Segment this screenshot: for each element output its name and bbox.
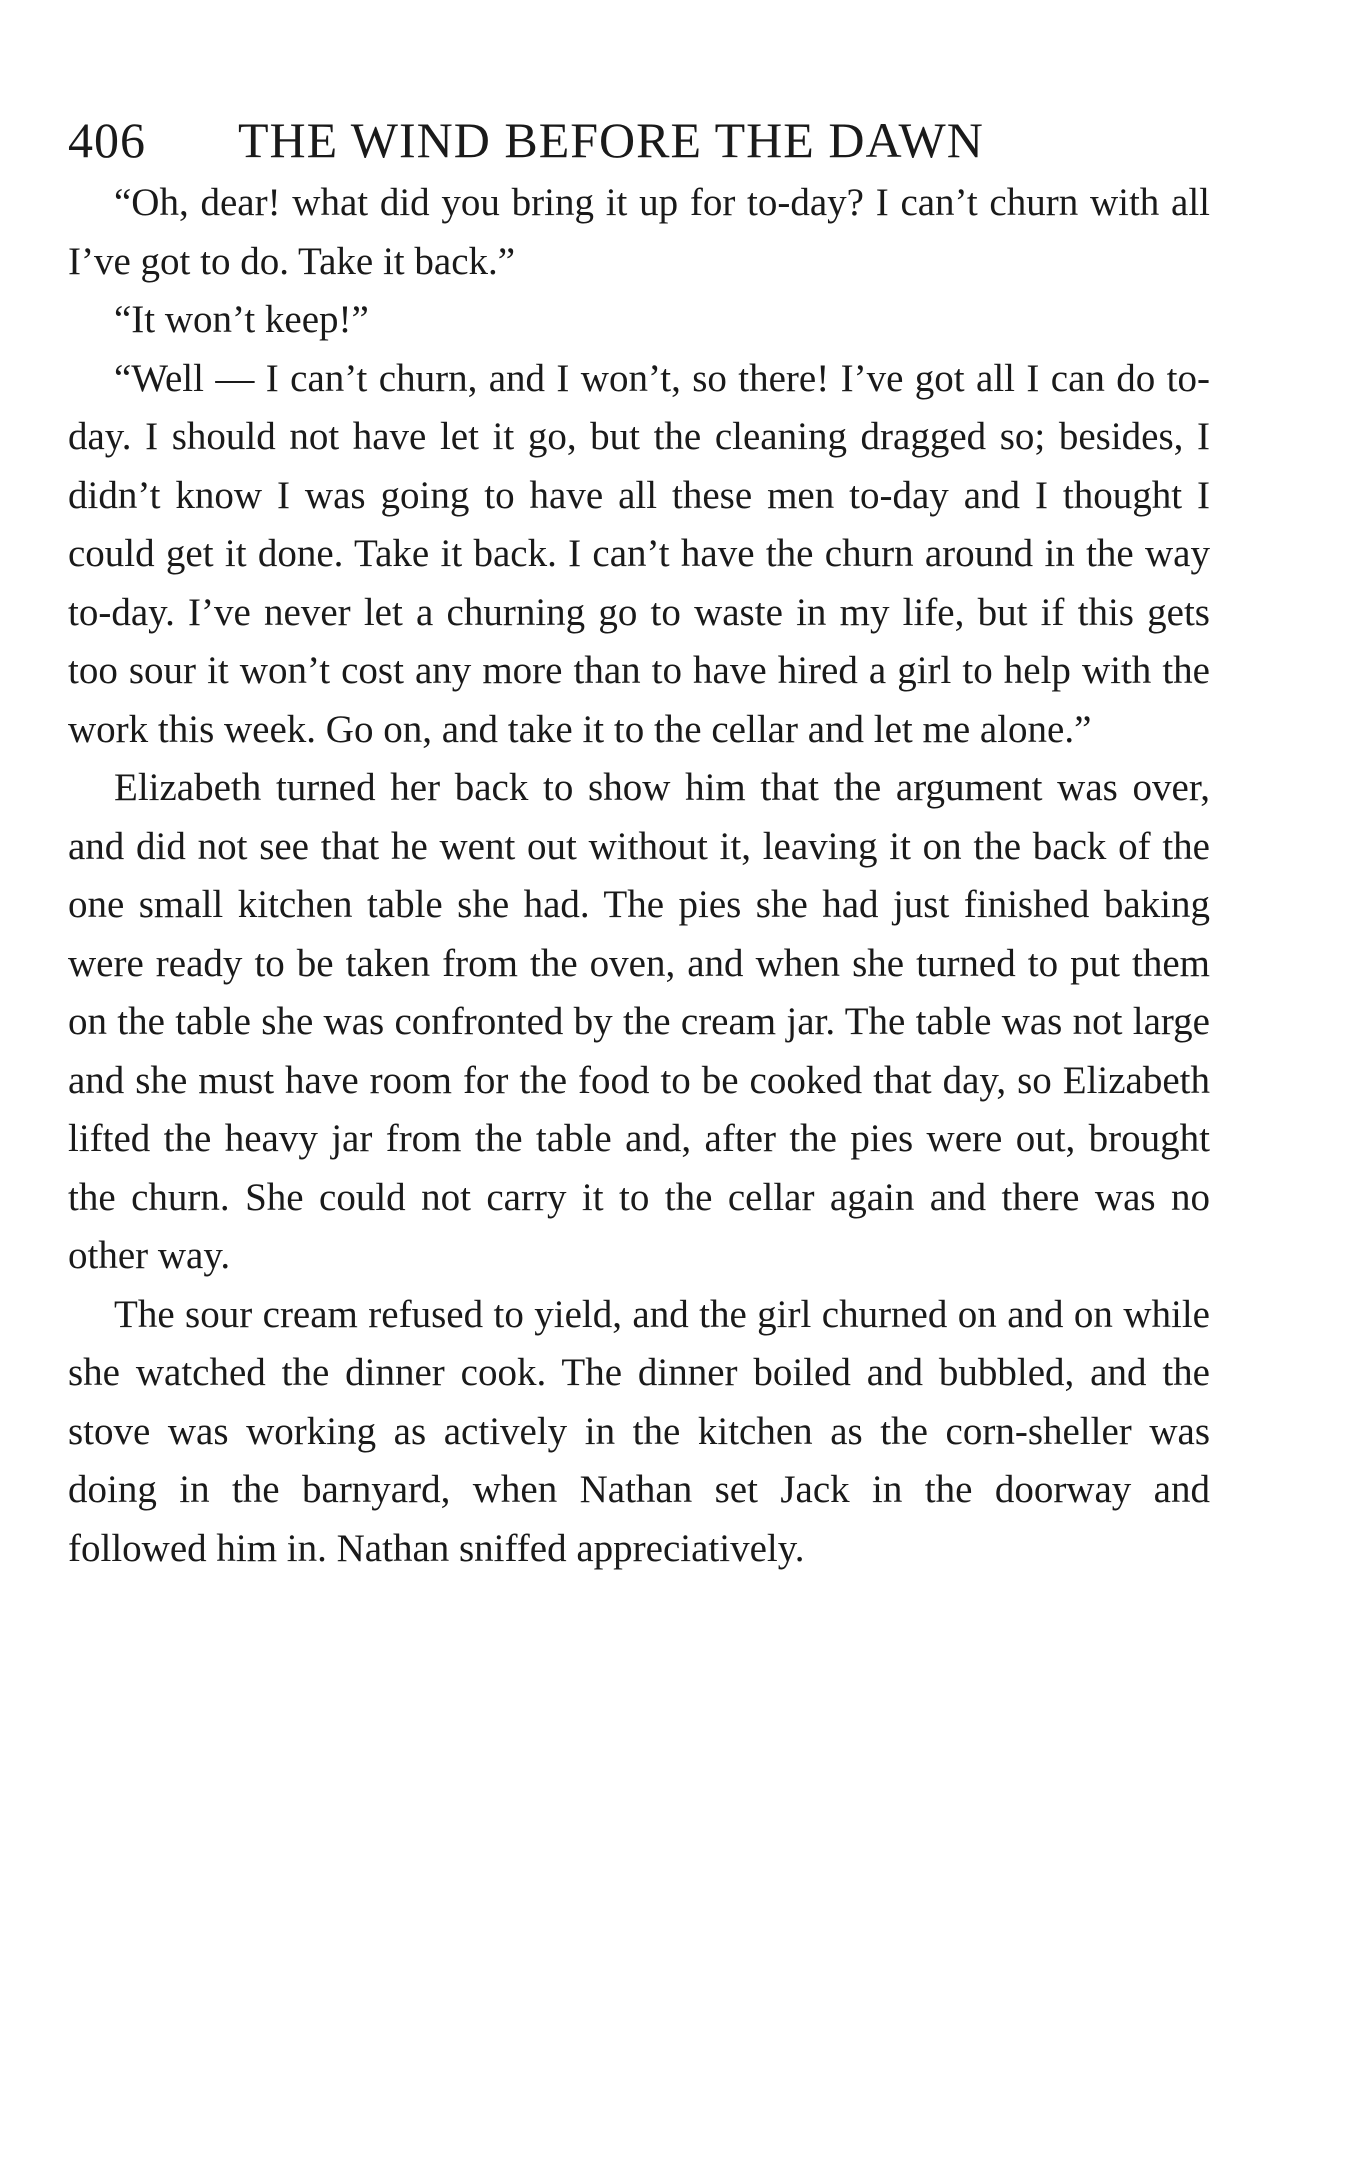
paragraph: “Oh, dear! what did you bring it up for to-day? I can’t churn with all I’ve got to do. Take it back.” [68, 181, 1210, 283]
page-number: 406 [68, 112, 146, 168]
paragraph: “It won’t keep!” [114, 298, 369, 341]
paragraph: The sour cream refused to yield, and the girl churned on and on while she watched the dinner cook. The dinner boiled and bubbled, and the stove was working as actively in the kitchen as the corn-sheller was doing in the barnyard, when Nathan set Jack in the doorway and followed him in. Nathan sniffed appreciatively. [68, 1292, 1210, 1570]
running-head [68, 110, 1210, 170]
paragraph: “Well — I can’t churn, and I won’t, so there! I’ve got all I can do to-day. I should not have let it go, but the cleaning dragged so; besides, I didn’t know I was going to have all these men to-day and I thought I could get it done. Take it back. I can’t have the churn around in the way to-day. I’ve never let a churning go to waste in my life, but if this gets too sour it won’t cost any more than to have hired a girl to help with the work this week. Go on, and take it to the cellar and let me alone.” [68, 356, 1210, 751]
book-page [68, 110, 1210, 1578]
book-title: THE WIND BEFORE THE DAWN [238, 112, 984, 168]
paragraph: Elizabeth turned her back to show him that the argument was over, and did not see that he went out without it, leaving it on the back of the one small kitchen table she had. The pies she had just finished baking were ready to be taken from the oven, and when she turned to put them on the table she was confronted by the cream jar. The table was not large and she must have room for the food to be cooked that day, so Elizabeth lifted the heavy jar from the table and, after the pies were out, brought the churn. She could not carry it to the cellar again and there was no other way. [68, 766, 1210, 1277]
body-text [68, 174, 1210, 1578]
